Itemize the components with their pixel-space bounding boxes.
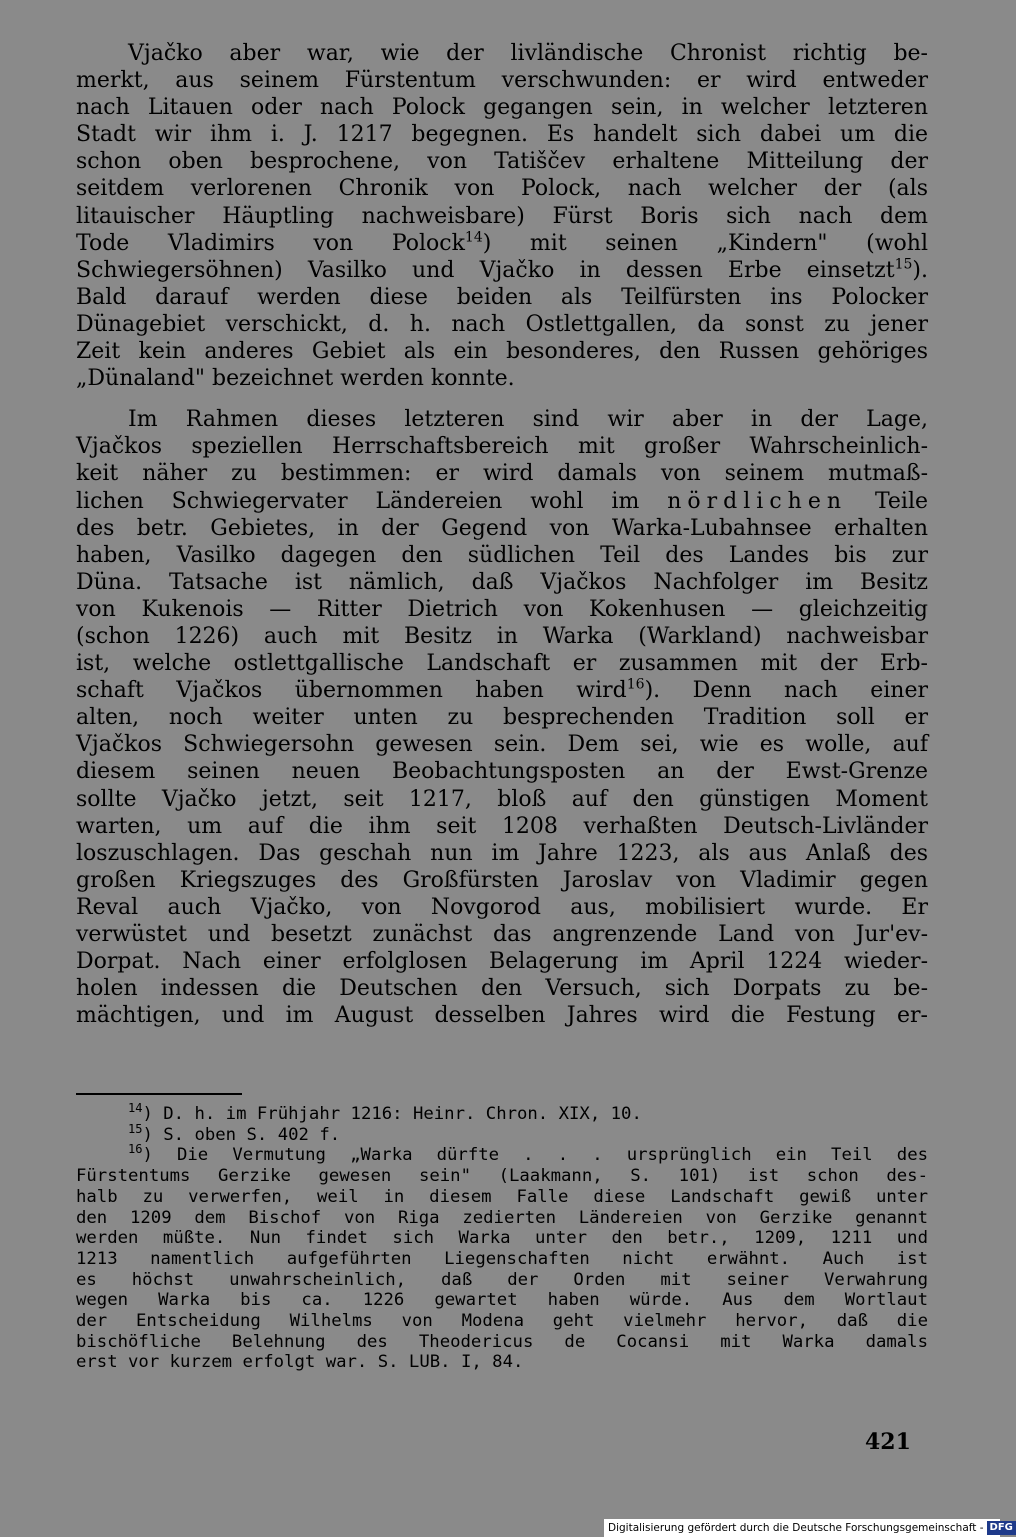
dfg-logo-icon: DFG	[987, 1521, 1016, 1535]
footnote-16-line: erst vor kurzem erfolgt war. S. LUB. I, 84.	[76, 1352, 524, 1373]
footnote-mark: 16	[128, 1142, 143, 1157]
footnotes	[76, 1101, 928, 1373]
text-line: Düna. Tatsache ist nämlich, daß Vjačkos Nachfolger im Besitz	[76, 569, 928, 595]
text-line: Stadt wir ihm i. J. 1217 begegnen. Es handelt sich dabei um die	[76, 122, 928, 148]
footnote-16-line: 1213 namentlich aufgeführten Liegenschaften nicht erwähnt. Auch ist	[76, 1248, 928, 1269]
text-line: seitdem verlorenen Chronik von Polock, nach welcher der (als	[76, 176, 928, 202]
footnote-14	[76, 1101, 928, 1125]
footnote-ref-14[interactable]: 14	[464, 229, 483, 246]
text-line: „Dünaland" bezeichnet werden konnte.	[76, 366, 515, 392]
footnote-16-line	[76, 1142, 928, 1166]
footnote-ref-16[interactable]: 16	[626, 676, 645, 693]
text-line: mächtigen, und im August desselben Jahres wird die Festung er-	[76, 1003, 928, 1029]
footnote-mark: 15	[128, 1121, 143, 1136]
footnote-16-line: halb zu verwerfen, weil in diesem Falle diese Landschaft gewiß unter	[76, 1186, 928, 1207]
text-line: Zeit kein anderes Gebiet als ein besonderes, den Russen gehöriges	[76, 339, 928, 365]
footnote-16-line: der Entscheidung Wilhelms von Modena geht vielmehr hervor, daß die	[76, 1311, 928, 1332]
text-line: Dorpat. Nach einer erfolglosen Belagerung im April 1224 wieder-	[76, 949, 928, 975]
text-line: schon oben besprochene, von Tatiščev erhaltene Mitteilung der	[76, 149, 928, 175]
text-line: großen Kriegszuges des Großfürsten Jaroslav von Vladimir gegen	[76, 867, 928, 893]
main-text	[76, 40, 928, 1029]
text-line: Dünagebiet verschickt, d. h. nach Ostlettgallen, da sonst zu jener	[76, 311, 928, 337]
text-line	[76, 257, 928, 284]
text-line: verwüstet und besetzt zunächst das angrenzende Land von Jur'ev-	[76, 922, 928, 947]
text-line: holen indessen die Deutschen den Versuch, sich Dorpats zu be-	[76, 976, 928, 1002]
footnote-divider	[76, 1093, 242, 1095]
text-line	[76, 488, 928, 515]
text-line: (schon 1226) auch mit Besitz in Warka (Warkland) nachweisbar	[76, 623, 928, 649]
text-line: sollte Vjačko jetzt, seit 1217, bloß auf den günstigen Moment	[76, 786, 928, 812]
page-number: 421	[865, 1429, 911, 1455]
footnote-16-line: werden müßte. Nun findet sich Warka unter den betr., 1209, 1211 und	[76, 1228, 928, 1249]
footnote-text: ) S. oben S. 402 f.	[142, 1124, 341, 1145]
line-start: Schwiegersöhnen) Vasilko und Vjačko in dessen Erbe einsetzt	[76, 257, 895, 283]
line-end: Teile	[874, 488, 929, 514]
text-line: litauischer Häuptling nachweisbare) Fürst Boris sich nach dem	[76, 203, 928, 229]
footnote-text: ) D. h. im Frühjahr 1216: Heinr. Chron. XIX, 10.	[142, 1104, 642, 1124]
line-start: lichen Schwiegervater Ländereien wohl im	[76, 488, 640, 514]
text-line: warten, um auf die ihm seit 1208 verhaßten Deutsch-Livländer	[76, 813, 928, 839]
text-line: Vjačkos speziellen Herrschaftsbereich mit großer Wahrscheinlich-	[76, 434, 928, 460]
footnote-text: ) Die Vermutung „Warka dürfte . . . ursprünglich ein Teil des	[142, 1145, 928, 1166]
text-line: des betr. Gebietes, in der Gegend von Warka-Lubahnsee erhalten	[76, 515, 928, 541]
text-line: ist, welche ostlettgallische Landschaft er zusammen mit der Erb-	[76, 651, 928, 677]
line-start: schaft Vjačkos übernommen haben wird	[76, 678, 627, 704]
spaced-emphasis: nördlichen	[667, 488, 848, 514]
footnote-16-line: Fürstentums Gerzike gewesen sein" (Laakmann, S. 101) ist schon des-	[76, 1166, 928, 1187]
text-line: Reval auch Vjačko, von Novgorod aus, mobilisiert wurde. Er	[76, 894, 928, 920]
footnote-16-line: es höchst unwahrscheinlich, daß der Orden mit seiner Verwahrung	[76, 1269, 928, 1290]
text-line: diesem seinen neuen Beobachtungsposten an der Ewst-Grenze	[76, 759, 928, 785]
text-line: von Kukenois — Ritter Dietrich von Kokenhusen — gleichzeitig	[76, 596, 928, 622]
footnote-ref-15[interactable]: 15	[894, 256, 913, 273]
footnote-16-line: bischöfliche Belehnung des Theodericus de Cocansi mit Warka damals	[76, 1331, 928, 1352]
text-line: loszuschlagen. Das geschah nun im Jahre 1223, als aus Anlaß des	[76, 840, 928, 866]
footnote-mark: 14	[128, 1101, 143, 1116]
footnote-15	[76, 1121, 928, 1146]
line-end: ).	[912, 257, 928, 283]
text-line: haben, Vasilko dagegen den südlichen Teil des Landes bis zur	[76, 542, 928, 568]
text-line: alten, noch weiter unten zu besprechenden Tradition soll er	[76, 705, 928, 731]
digitization-footer	[604, 1519, 1013, 1537]
text-line: keit näher zu bestimmen: er wird damals von seinem mutmaß-	[76, 461, 928, 487]
text-line: Im Rahmen dieses letzteren sind wir aber in der Lage,	[128, 407, 928, 433]
text-line	[76, 230, 928, 257]
footer-text: Digitalisierung gefördert durch die Deutsche Forschungsgemeinschaft -	[608, 1522, 984, 1534]
text-line: Vjačkos Schwiegersohn gewesen sein. Dem sei, wie es wolle, auf	[76, 732, 928, 758]
text-line: Vjačko aber war, wie der livländische Chronist richtig be-	[128, 41, 928, 66]
line-end: ). Denn nach einer	[644, 678, 928, 704]
text-line	[76, 677, 928, 704]
line-end: ) mit seinen „Kindern" (wohl	[482, 230, 928, 256]
text-line: Bald darauf werden diese beiden als Teilfürsten ins Polocker	[76, 284, 928, 310]
footnote-16-line: wegen Warka bis ca. 1226 gewartet haben würde. Aus dem Wortlaut	[76, 1290, 928, 1311]
line-start: Tode Vladimirs von Polock	[76, 230, 465, 256]
footnote-16-line: den 1209 dem Bischof von Riga zedierten Ländereien von Gerzike genannt	[76, 1207, 928, 1228]
text-line: nach Litauen oder nach Polock gegangen sein, in welcher letzteren	[76, 95, 928, 121]
text-line: merkt, aus seinem Fürstentum verschwunden: er wird entweder	[76, 68, 928, 94]
